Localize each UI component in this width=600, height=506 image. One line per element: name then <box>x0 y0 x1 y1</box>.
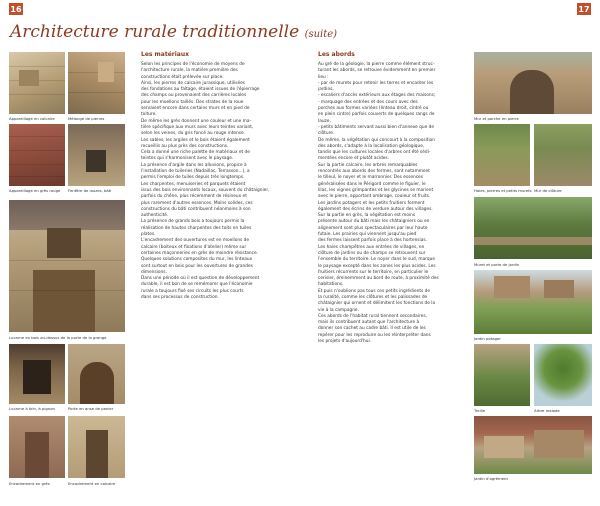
section-heading-materials: Les matériaux <box>141 51 189 58</box>
text-line: permis l'emploi de tuiles depuis très longtemps. <box>141 175 245 181</box>
photo-basket-arch-door <box>68 344 125 404</box>
text-line: - par de murets pour retenir les terres et encadrer les <box>318 80 434 86</box>
caption-right-5: Jardin potager <box>474 336 501 341</box>
materials-text <box>141 62 301 301</box>
text-line: Dans une période où il est question de développement <box>141 276 260 282</box>
caption-right-2: Haies, pierres et petits murets <box>474 188 532 193</box>
text-line: habitations. <box>318 282 344 288</box>
text-line: porches aux formes variées (linteau droit, cintré ou <box>318 106 429 112</box>
photo-hay-dormer <box>9 344 65 404</box>
text-line: jardins, <box>318 87 334 93</box>
caption-right-1: Mur et porche en pierre <box>474 116 519 121</box>
caption-right-4: Muret et porte de jardin <box>474 262 520 267</box>
surroundings-text <box>318 62 468 345</box>
text-line: avec le pierre, apportant ombrage, couleur et fruits. <box>318 194 431 200</box>
page-number-left: 16 <box>10 4 22 14</box>
text-line: tandis que les cultures locales d'arbres ont été sédi- <box>318 150 431 156</box>
text-line: Au gré de la géologie, la pierre comme élément struc- <box>318 62 435 67</box>
text-line: Les haies champêtres aux entrées de villages, en <box>318 244 425 250</box>
text-line: mentées encore et plutôt acides. <box>318 156 390 162</box>
text-line: Les jardins potagers et les petits fruitiers forment <box>318 200 425 206</box>
caption-right-8: Jardin d'agrément <box>474 476 508 481</box>
text-line: fruitiers récurrents sur le territoire, en particulier le <box>318 269 429 275</box>
text-line: Quelques solutions composites du mur, les linteaux <box>141 257 253 263</box>
caption-photo-5: Lucarne en bois au-dessus de la porte de la grange <box>9 335 107 340</box>
text-line: la ruralité, comme les clôtures et les palissades de <box>318 294 428 300</box>
text-line: vie à la campagne. <box>318 307 359 313</box>
text-line: Les charpentes, menuiseries et parquets étaient <box>141 181 246 187</box>
text-line: plus rarement d'autres essences. Moins solides, ces <box>141 200 253 206</box>
page-number-right: 17 <box>578 4 590 14</box>
text-line: l'architecture rurale, la matière première des <box>141 68 238 74</box>
text-line: des fermes laissent parfois place à des hortensias. <box>318 238 427 244</box>
text-line: authenticité. <box>141 213 169 219</box>
text-line: De même, la végétation qui concourt à la composition <box>318 137 436 143</box>
text-line: certaines maçonneries en grès de moindre résistance. <box>141 250 259 256</box>
text-line: présente autour du bâti mais les châtaigniers ou en <box>318 219 430 225</box>
title-suffix: (suite) <box>304 29 338 40</box>
text-line: constructions du bâti contribuent néanmoins à son <box>141 206 251 212</box>
text-line: - petits bâtiments servant aussi bien d'annexe que de <box>318 124 434 130</box>
text-line: rurale a toujours fixé ses circuits les plus courts <box>141 288 244 294</box>
text-line: lauze, <box>318 118 331 124</box>
text-line: Ces abords de l'habitat rural tiennent secondaires, <box>318 313 427 319</box>
text-line: Et puis n'oublions pas tous ces petits ingrédients de <box>318 288 431 294</box>
photo-boundary-wall <box>534 124 592 186</box>
text-line: pour les moellons taillés. Des strates de la roue <box>141 99 244 105</box>
text-line: le tilleul, le noyer et le marronnier. Des essences <box>318 175 424 181</box>
text-line: calcaire (boiteux et fixations d'atelier) même sur <box>141 244 247 250</box>
caption-right-7: Arbre malade <box>534 408 560 413</box>
text-line: toiture. <box>141 112 157 118</box>
text-line: en plein cintre) parfois couverts de quelques rangs de <box>318 112 435 118</box>
text-line: l'ensemble du territoire. Le noyer dans le sud, marque <box>318 257 436 263</box>
text-line: futaie. Les prairies qui viennent jusqu'au pied <box>318 232 417 238</box>
text-line: dimensions. <box>141 269 167 275</box>
text-line: lieu : <box>318 74 329 80</box>
text-line: De même les grès donnent une couleur et une ma- <box>141 118 252 124</box>
photo-lauze-window <box>68 124 125 186</box>
text-line: des champs ou provenaient des carrières locales <box>141 93 247 99</box>
text-line: également des écrins de verdure autour des villages. <box>318 206 433 212</box>
photo-garden-gate <box>474 197 592 259</box>
text-line: Sur la partie calcaire, les arbres remarquables <box>318 162 418 168</box>
text-line: réalisation de hautes charpentes des toits en tuiles <box>141 225 252 231</box>
caption-photo-7: Porte en anse de panier <box>68 406 114 411</box>
text-line: parfois du chêne, plus récemment de résineux et <box>141 194 247 200</box>
text-line: servaient encore dans certains murs et en pied de <box>141 106 250 112</box>
caption-photo-2: Mélange de pierres <box>68 116 105 121</box>
text-line: constructions était prélevée sur place. <box>141 74 224 80</box>
text-line: selon les veines, du gris foncé au rouge intense. <box>141 131 246 137</box>
text-line: tière spécifique aux murs avec leurs teintes variant, <box>141 124 254 130</box>
text-line: repérer pour les reproduire ou les réinterpréter dans <box>318 332 431 338</box>
text-line: mais ils contribuent autant que l'architecture à <box>318 320 420 326</box>
caption-right-3: Mur de clôture <box>534 188 562 193</box>
text-line: des fondations au faîtage, étaient issues de l'épierrage <box>141 87 260 93</box>
photo-limestone-frame <box>68 416 125 478</box>
caption-photo-3: Appareillage en grès rouge <box>9 188 61 193</box>
text-line: Cela a donné une riche palette de matériaux et de <box>141 150 250 156</box>
text-line: donner son cachet au cadre bâti. Il est utile de les <box>318 326 426 332</box>
photo-tree <box>534 344 592 406</box>
caption-photo-1: Appareillage en calcaire <box>9 116 55 121</box>
caption-right-6: Treille <box>474 408 486 413</box>
text-line: des abords, s'adapte à la localisation géologique, <box>318 143 425 149</box>
text-line: alignement sont plus spectaculaires par leur haute <box>318 225 428 231</box>
text-line: turant les abords, se retrouve évidemment en premier <box>318 68 436 74</box>
photo-limestone-masonry <box>9 52 65 114</box>
photo-sandstone-frame <box>9 416 65 478</box>
photo-wall-porch <box>474 52 592 114</box>
text-line: l'installation de tuileries (Nadaillac, Terrasson...), a <box>141 169 250 175</box>
text-line: plates. <box>141 232 156 238</box>
photo-ornamental-garden <box>474 416 592 474</box>
text-line: les projets d'aujourd'hui. <box>318 339 372 345</box>
title-main: Architecture rurale traditionnelle <box>10 22 300 42</box>
text-line: cerisier, éminemment au bord de route, à proximité des <box>318 276 439 282</box>
text-line: généralisées dans le Périgord comme le figuier, le <box>318 181 426 187</box>
text-line: teintes qui s'harmonisent avec le paysage. <box>141 156 234 162</box>
photo-hedges-walls <box>474 124 530 186</box>
text-line: clôture de jardins ou de champs se retrouvent sur <box>318 250 426 256</box>
text-line: durable, il est bon de se remémorer que l'économie <box>141 282 253 288</box>
text-line: Selon les principes de l'économie de moyens de <box>141 62 245 67</box>
text-line: châtaignier qui ornent et délimitent les fonctions de la <box>318 301 436 307</box>
section-heading-surroundings: Les abords <box>318 51 355 58</box>
caption-photo-6: Lucarne à foin, à pignon <box>9 406 55 411</box>
caption-photo-4: Fenêtre de lauzes, bâti <box>68 188 112 193</box>
text-line: Ainsi, les pierres de calcaire jurassique, utilisées <box>141 80 246 86</box>
text-line: - marquage des entrées et des cours avec des <box>318 99 418 105</box>
text-line: Les sables, les argiles et le bois étaient également <box>141 137 250 143</box>
text-line: Sur la partie en grès, la végétation est moins <box>318 213 416 219</box>
text-line: recueillis au plus près des constructions. <box>141 143 229 149</box>
photo-red-sandstone <box>9 124 65 186</box>
photo-vegetable-garden <box>474 270 592 334</box>
text-line: La présence de grands bois a toujours permis la <box>141 219 245 225</box>
text-line: issus des bois environnants locaux, souvent du châtaignier, <box>141 187 270 193</box>
page-title <box>10 22 337 42</box>
text-line: clôture. <box>318 131 335 137</box>
text-line: dans ses processus de construction. <box>141 294 219 300</box>
text-line: rencontrés aux abords des fermes, sont notamment <box>318 169 430 175</box>
photo-mixed-stones <box>68 52 125 114</box>
text-line: sont surtout en bois pour les ouvertures de grandes <box>141 263 253 269</box>
text-line: La présence d'argile dans les alluvions, propice à <box>141 162 247 168</box>
text-line: le paysage excepté dans les zones les plus acides. Les <box>318 263 436 269</box>
caption-photo-8: Encadrement en grès <box>9 481 50 486</box>
text-line: - escaliers d'accès extérieurs aux étages des maisons; <box>318 93 436 99</box>
caption-photo-9: Encadrement en calcaire <box>68 481 116 486</box>
text-line: lilas, les vignes grimpantes et les glycines se marient <box>318 187 434 193</box>
photo-barn-dormer <box>9 200 125 332</box>
photo-trellis <box>474 344 530 406</box>
text-line: L'encadrement des ouvertures est en moellons de <box>141 238 250 244</box>
